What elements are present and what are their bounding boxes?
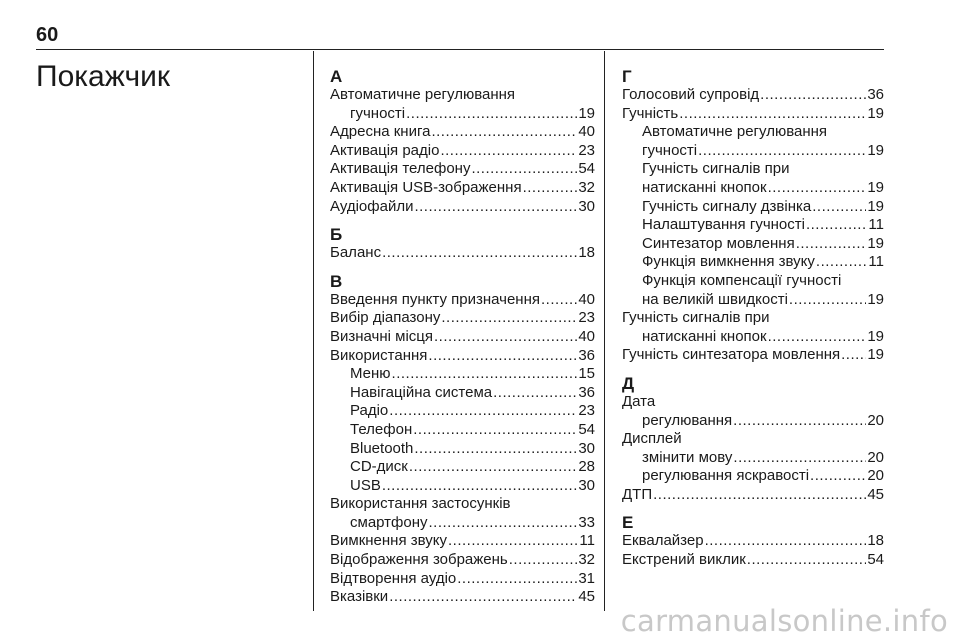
index-page-number: 31 [578,569,595,587]
index-page-number: 54 [578,420,595,438]
index-term: Голосовий супровід [622,86,760,103]
index-entry [622,393,884,412]
index-entry [330,532,595,551]
index-term: Меню [350,365,391,383]
dot-leader [806,216,867,235]
index-page-number: 30 [578,476,595,494]
dot-leader [389,402,577,421]
index-term: Налаштування гучності [642,216,805,234]
index-page-number: 40 [578,290,595,308]
dot-leader [812,198,866,217]
index-page-number: 19 [867,197,884,215]
index-term: Гучність синтезатора мовлення [622,346,841,364]
dot-leader [541,291,577,310]
index-page-number: 20 [867,411,884,429]
dot-leader [733,412,866,431]
index-page-number: 28 [578,458,595,476]
index-entry [622,160,884,179]
index-term: Аудіофайли [330,197,414,215]
index-page-number: 36 [578,383,595,401]
dot-leader [434,328,577,347]
index-entry [330,142,595,161]
dot-leader [382,477,577,496]
index-entry [622,346,884,365]
index-term: Телефон [350,420,413,438]
index-term: Гучність [622,104,679,122]
index-term: Гучність сигналів при [642,160,790,178]
index-term: натисканні кнопок [642,327,767,345]
dot-leader [389,588,577,607]
index-term: Синтезатор мовлення [642,234,795,252]
index-page-number: 30 [578,197,595,215]
index-term: Функція вимкнення звуку [642,253,815,271]
index-term: Гучність сигналу дзвінка [642,197,812,215]
dot-leader [698,142,866,161]
index-entry [622,216,884,235]
index-term: Гучність сигналів при [622,309,770,327]
index-term: Автоматичне регулювання [330,86,516,103]
index-term: Навігаційна система [350,383,493,401]
index-term: гучності [642,141,698,159]
dot-leader [841,346,866,365]
index-entry [622,449,884,468]
index-term: Дисплей [622,430,682,448]
index-letter-heading: Б [330,225,343,245]
index-page-number: 15 [578,365,595,383]
index-entry [330,347,595,366]
index-entry [330,365,595,384]
index-entry [330,570,595,589]
dot-leader [523,179,578,198]
index-entry [330,440,595,459]
index-page-number: 54 [578,160,595,178]
index-page-number: 45 [867,485,884,503]
dot-leader [768,328,867,347]
index-page-number: 11 [579,532,595,550]
index-page-number: 18 [578,244,595,262]
index-entry [622,309,884,328]
index-entry [622,235,884,254]
index-entry [622,123,884,142]
index-term: USB [350,476,381,494]
dot-leader [493,384,577,403]
index-page-number: 20 [867,448,884,466]
index-letter-heading: Е [622,513,634,533]
index-term: Адресна книга [330,123,431,141]
index-letter-heading: Г [622,67,632,86]
index-entry [622,467,884,486]
index-term: Еквалайзер [622,532,704,550]
index-term: Введення пункту призначення [330,290,540,308]
column-divider [604,51,605,611]
index-entry [622,551,884,570]
dot-leader [679,105,866,124]
index-entry [622,198,884,217]
dot-leader [509,551,578,570]
header-rule [36,49,884,50]
dot-leader [760,86,866,105]
index-page-number: 45 [578,588,595,606]
dot-leader [440,142,577,161]
index-term: Bluetooth [350,439,414,457]
index-term: CD-диск [350,458,408,476]
index-entry [622,291,884,310]
index-term: регулювання яскравості [642,467,810,485]
index-term: Активація радіо [330,141,440,159]
index-entry [622,272,884,291]
index-entry [330,123,595,142]
index-entry [330,588,595,607]
index-term: гучності [350,104,406,122]
index-page-number: 19 [867,327,884,345]
index-entry [330,179,595,198]
index-entry [622,142,884,161]
index-entry [330,86,595,105]
index-term: Активація телефону [330,160,471,178]
dot-leader [429,514,578,533]
index-page-number: 54 [867,551,884,569]
index-entry [622,328,884,347]
index-entry [330,291,595,310]
index-page-number: 23 [578,402,595,420]
index-page-number: 30 [578,439,595,457]
index-term: Відображення зображень [330,551,508,569]
dot-leader [406,105,577,124]
index-letter-heading: В [330,271,343,291]
index-term: Визначні місця [330,327,434,345]
index-page-number: 19 [867,234,884,252]
dot-leader [414,440,577,459]
index-entry [622,412,884,431]
index-term: смартфону [350,513,428,531]
index-entry [330,551,595,570]
index-term: Радіо [350,402,389,420]
index-entry [622,430,884,449]
dot-leader [816,253,868,272]
index-entry [330,160,595,179]
index-term: на великій швидкості [642,290,788,308]
index-entry [330,328,595,347]
page-number: 60 [36,24,59,46]
index-term: Використання [330,346,428,364]
dot-leader [413,421,577,440]
index-page-number: 33 [578,513,595,531]
dot-leader [441,309,577,328]
index-entry [330,421,595,440]
index-page-number: 19 [867,141,884,159]
index-page-number: 36 [578,346,595,364]
index-entry [622,253,884,272]
dot-leader [382,244,577,263]
index-letter-heading: А [330,67,343,86]
dot-leader [653,486,866,505]
index-entry [622,486,884,505]
index-term: Активація USB-зображення [330,178,522,196]
index-entry [330,198,595,217]
dot-leader [409,458,577,477]
index-title: Покажчик [36,60,170,93]
index-page-number: 18 [867,532,884,550]
index-entry [330,384,595,403]
index-page-number: 19 [867,178,884,196]
dot-leader [733,449,866,468]
index-term: Дата [622,392,656,410]
index-page-number: 19 [867,346,884,364]
index-entry [330,309,595,328]
dot-leader [392,365,578,384]
index-term: Екстрений виклик [622,551,746,569]
index-entry [330,244,595,263]
index-page-number: 23 [578,141,595,159]
index-term: Вимкнення звуку [330,532,447,550]
dot-leader [457,570,577,589]
index-entry [622,532,884,551]
column-divider [313,51,314,611]
index-column [330,68,595,607]
dot-leader [428,347,577,366]
dot-leader [747,551,867,570]
index-entry [330,495,595,514]
index-page-number: 36 [867,86,884,103]
dot-leader [705,532,867,551]
index-page-number: 11 [868,253,884,271]
index-entry [622,179,884,198]
dot-leader [810,467,866,486]
index-term: Автоматичне регулювання [642,123,828,141]
dot-leader [471,160,577,179]
index-page-number: 20 [867,467,884,485]
index-letter-heading: Д [622,373,635,393]
index-term: регулювання [642,411,733,429]
index-term: Вказівки [330,588,389,606]
index-term: Вибір діапазону [330,309,441,327]
index-page-number: 23 [578,309,595,327]
index-term: Баланс [330,244,382,262]
index-page-number: 11 [868,216,884,234]
dot-leader [768,179,867,198]
dot-leader [414,198,577,217]
index-page-number: 32 [578,551,595,569]
index-entry [330,477,595,496]
index-column [622,68,884,570]
index-term: Відтворення аудіо [330,569,457,587]
index-page-number: 19 [867,104,884,122]
index-term: змінити мову [642,448,733,466]
index-entry [330,514,595,533]
dot-leader [789,291,866,310]
index-entry [330,402,595,421]
index-term: Використання застосунків [330,495,511,513]
index-page-number: 40 [578,123,595,141]
index-term: Функція компенсації гучності [642,271,842,289]
index-term: натисканні кнопок [642,178,767,196]
index-entry [622,105,884,124]
index-page-number: 32 [578,178,595,196]
index-page-number: 19 [578,104,595,122]
dot-leader [796,235,867,254]
index-entry [330,105,595,124]
index-entry [330,458,595,477]
index-entry [622,86,884,105]
dot-leader [448,532,578,551]
watermark: carmanualsonline.info [620,604,948,638]
dot-leader [431,123,577,142]
index-page-number: 19 [867,290,884,308]
index-term: ДТП [622,485,653,503]
index-page-number: 40 [578,327,595,345]
